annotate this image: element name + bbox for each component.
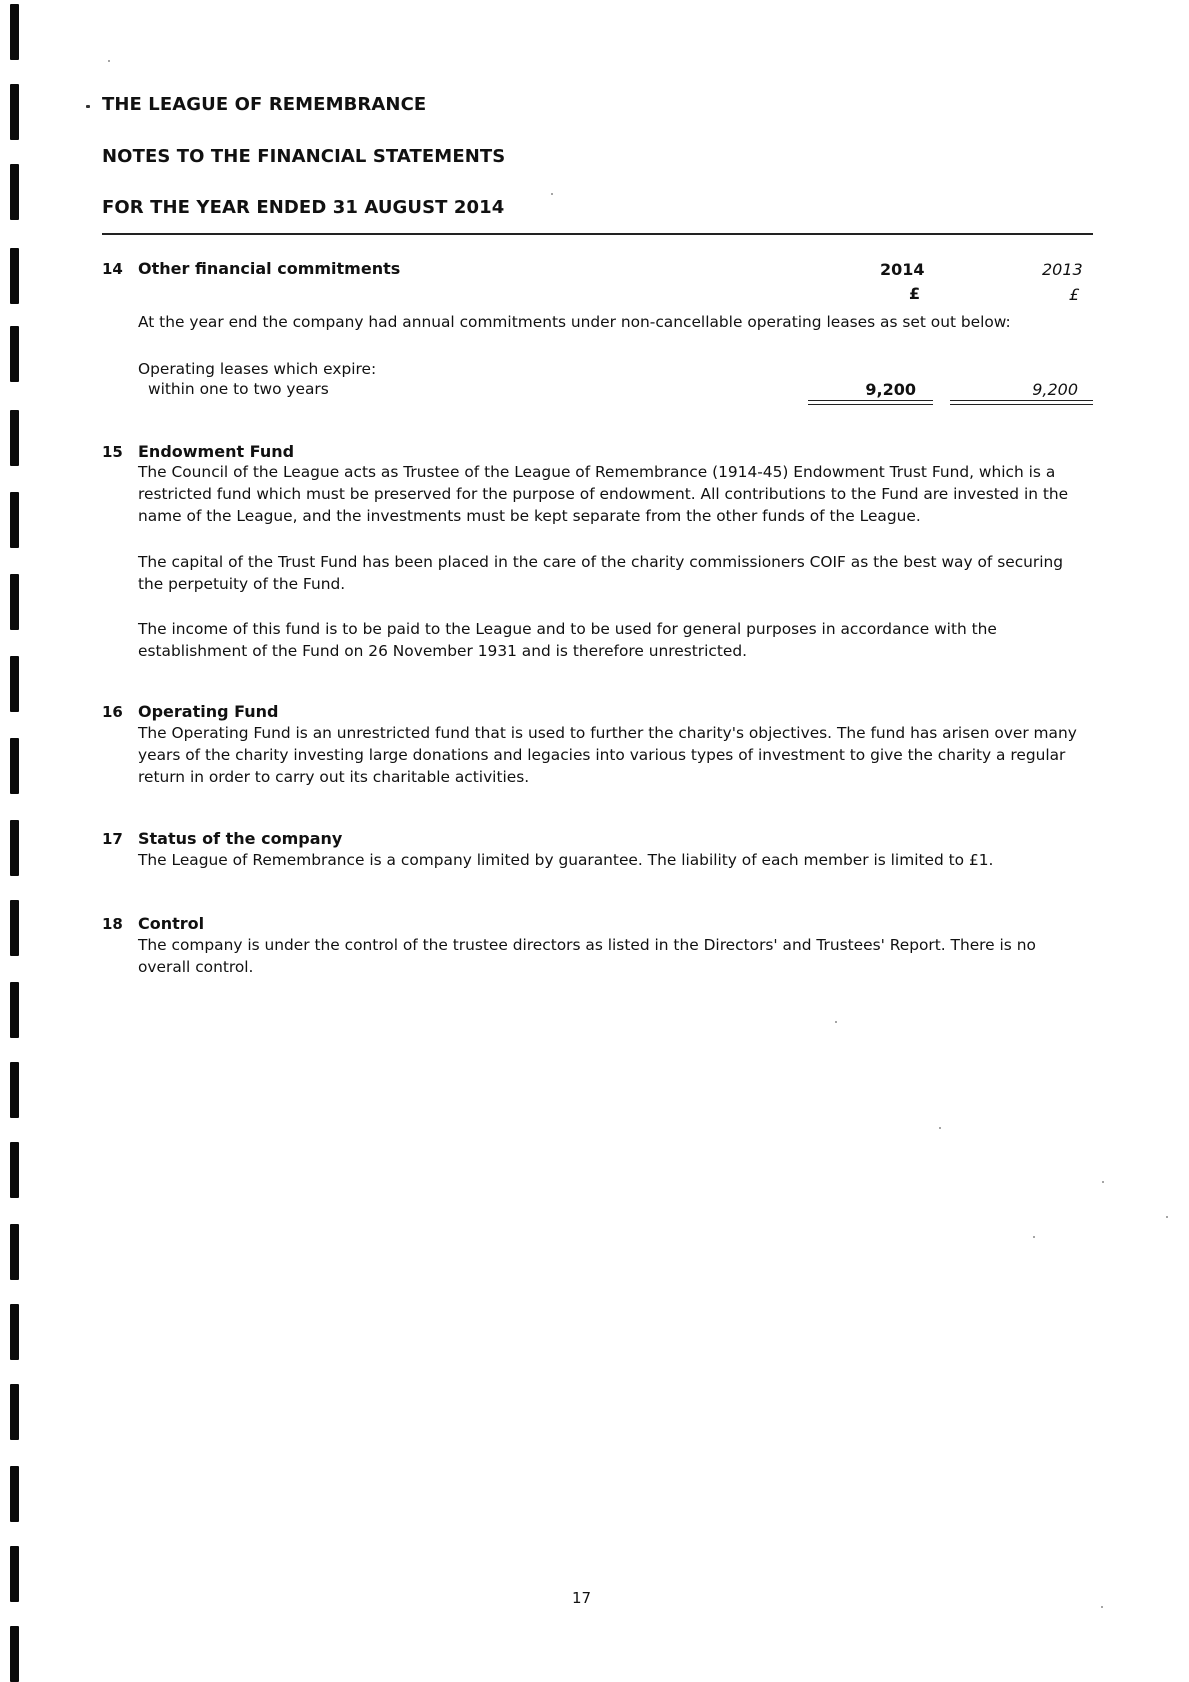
double-underline-2013 bbox=[950, 404, 1093, 405]
note-number: 17 bbox=[102, 830, 123, 848]
binder-mark bbox=[10, 248, 19, 304]
binder-mark bbox=[10, 1546, 19, 1602]
binder-mark bbox=[10, 1384, 19, 1440]
binder-mark bbox=[10, 1626, 19, 1682]
lease-row-label: within one to two years bbox=[148, 380, 329, 398]
binder-mark bbox=[10, 326, 19, 382]
binder-mark bbox=[10, 1466, 19, 1522]
note-number: 16 bbox=[102, 703, 123, 721]
binder-mark bbox=[10, 900, 19, 956]
scan-speck bbox=[1102, 1181, 1104, 1183]
note-paragraph: The Council of the League acts as Trustee of the League of Remembrance (1914-45) Endowment Trust Fund, which is a restricted fund which must be preserved for the purpose of endowment. All contributions to the Fund are invested in the name of the League, and the investments must be kept separate from the other funds of the League. bbox=[138, 463, 1069, 525]
note-title: Endowment Fund bbox=[138, 442, 295, 461]
lease-value-2013: 9,200 bbox=[1032, 380, 1078, 399]
currency-symbol-2014: £ bbox=[909, 284, 921, 303]
column-header-2013: 2013 bbox=[1042, 260, 1083, 279]
note-paragraph: The League of Remembrance is a company limited by guarantee. The liability of each member is limited to £1. bbox=[138, 851, 994, 869]
scan-speck bbox=[86, 105, 90, 108]
note-intro: At the year end the company had annual commitments under non-cancellable operating leases as set out below: bbox=[138, 313, 1011, 331]
note-paragraph: The income of this fund is to be paid to the League and to be used for general purposes in accordance with the establishment of the Fund on 26 November 1931 and is therefore unrestricted. bbox=[138, 620, 997, 660]
double-underline-2014 bbox=[808, 404, 933, 405]
binder-mark bbox=[10, 738, 19, 794]
column-header-2014: 2014 bbox=[880, 260, 925, 279]
binder-mark bbox=[10, 1142, 19, 1198]
binder-mark bbox=[10, 820, 19, 876]
currency-symbol-2013: £ bbox=[1069, 285, 1080, 304]
binder-mark bbox=[10, 982, 19, 1038]
note-number: 18 bbox=[102, 915, 123, 933]
binder-mark bbox=[10, 574, 19, 630]
binder-mark bbox=[10, 4, 19, 60]
reporting-period: FOR THE YEAR ENDED 31 AUGUST 2014 bbox=[102, 197, 505, 218]
note-title: Operating Fund bbox=[138, 702, 279, 721]
binder-mark bbox=[10, 1304, 19, 1360]
organisation-name: THE LEAGUE OF REMEMBRANCE bbox=[102, 94, 427, 115]
scan-speck bbox=[1033, 1236, 1035, 1238]
note-title: Status of the company bbox=[138, 829, 343, 848]
binder-mark bbox=[10, 84, 19, 140]
note-number: 14 bbox=[102, 260, 123, 278]
note-paragraph: The company is under the control of the trustee directors as listed in the Directors' and Trustees' Report. There is no overall control. bbox=[138, 936, 1036, 976]
document-title: NOTES TO THE FINANCIAL STATEMENTS bbox=[102, 146, 506, 167]
note-number: 15 bbox=[102, 443, 123, 461]
double-underline-2014 bbox=[808, 400, 933, 401]
header-divider bbox=[102, 233, 1093, 235]
lease-row-heading: Operating leases which expire: bbox=[138, 360, 377, 378]
note-title: Control bbox=[138, 914, 205, 933]
scan-speck bbox=[1166, 1216, 1168, 1218]
page-number: 17 bbox=[572, 1589, 592, 1607]
lease-value-2014: 9,200 bbox=[865, 380, 916, 399]
binder-mark bbox=[10, 164, 19, 220]
binder-mark bbox=[10, 656, 19, 712]
scan-speck bbox=[939, 1127, 941, 1129]
scan-speck bbox=[108, 60, 110, 62]
scan-speck bbox=[551, 193, 553, 195]
note-paragraph: The capital of the Trust Fund has been placed in the care of the charity commissioners COIF as the best way of securing the perpetuity of the Fund. bbox=[138, 553, 1064, 593]
binder-mark bbox=[10, 1224, 19, 1280]
binder-mark bbox=[10, 492, 19, 548]
binder-mark bbox=[10, 1062, 19, 1118]
binder-mark bbox=[10, 410, 19, 466]
note-paragraph: The Operating Fund is an unrestricted fund that is used to further the charity's objectives. The fund has arisen over many years of the charity investing large donations and legacies into various types of investment to give the charity a regular return in order to carry out its charitable activities. bbox=[138, 724, 1077, 786]
note-title: Other financial commitments bbox=[138, 259, 401, 278]
scan-speck bbox=[835, 1021, 837, 1023]
double-underline-2013 bbox=[950, 400, 1093, 401]
scan-speck bbox=[1101, 1606, 1103, 1608]
